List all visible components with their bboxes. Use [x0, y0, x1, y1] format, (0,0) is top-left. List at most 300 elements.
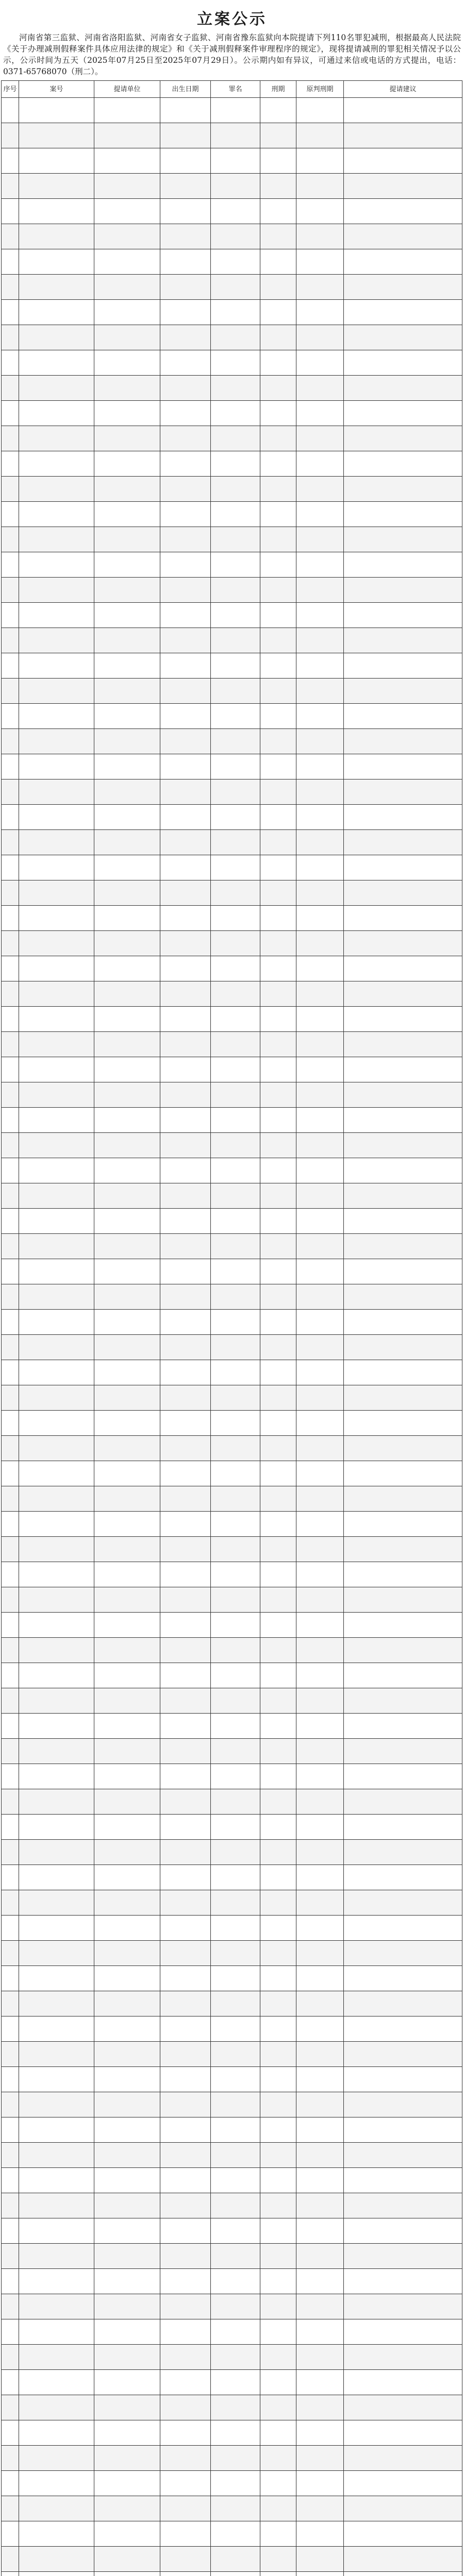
cell-birth-date — [160, 401, 211, 426]
cell-case-no — [19, 199, 94, 224]
cell-original-term — [296, 552, 344, 578]
col-header-crime: 刑期 — [260, 81, 296, 98]
cell-proposal — [344, 2143, 462, 2168]
cell-row-index — [2, 754, 19, 779]
cell-unit — [94, 2345, 160, 2370]
cell-row-index — [2, 956, 19, 981]
cell-birth-date — [160, 1562, 211, 1587]
cell-proposal — [344, 1032, 462, 1057]
cell-row-index — [2, 1638, 19, 1663]
cell-birth-date — [160, 1638, 211, 1663]
cell-term — [260, 2117, 296, 2143]
cell-crime-name — [211, 1032, 260, 1057]
cell-crime-name — [211, 1714, 260, 1739]
cell-case-no — [19, 2294, 94, 2319]
cell-case-no — [19, 1512, 94, 1537]
cell-birth-date — [160, 1789, 211, 1815]
table-row — [2, 2572, 462, 2576]
cell-unit — [94, 1209, 160, 1234]
cell-unit — [94, 2193, 160, 2218]
cell-row-index — [2, 2016, 19, 2042]
cell-term — [260, 931, 296, 956]
cell-birth-date — [160, 325, 211, 350]
table-row — [2, 906, 462, 931]
cell-crime-name — [211, 1840, 260, 1865]
cell-proposal — [344, 350, 462, 376]
table-row — [2, 2521, 462, 2547]
cell-proposal — [344, 1512, 462, 1537]
cell-row-index — [2, 1486, 19, 1512]
cell-crime-name — [211, 148, 260, 174]
cell-row-index — [2, 1284, 19, 1310]
cell-crime-name — [211, 1385, 260, 1411]
cell-crime-name — [211, 2572, 260, 2576]
cell-crime-name — [211, 527, 260, 552]
cell-unit — [94, 1158, 160, 1183]
table-row — [2, 376, 462, 401]
cell-birth-date — [160, 2117, 211, 2143]
cell-unit — [94, 628, 160, 653]
cell-original-term — [296, 956, 344, 981]
cell-proposal — [344, 830, 462, 855]
cell-crime-name — [211, 830, 260, 855]
cell-original-term — [296, 1007, 344, 1032]
table-row — [2, 123, 462, 148]
cell-birth-date — [160, 1966, 211, 1991]
cell-unit — [94, 1108, 160, 1133]
table-row — [2, 1638, 462, 1663]
cell-birth-date — [160, 855, 211, 880]
cell-case-no — [19, 1209, 94, 1234]
cell-term — [260, 325, 296, 350]
cell-original-term — [296, 2042, 344, 2067]
cell-term — [260, 2446, 296, 2471]
cell-case-no — [19, 1108, 94, 1133]
cell-birth-date — [160, 1512, 211, 1537]
cell-unit — [94, 224, 160, 249]
cell-unit — [94, 1941, 160, 1966]
cell-original-term — [296, 2143, 344, 2168]
cell-term — [260, 805, 296, 830]
cell-unit — [94, 98, 160, 123]
cell-row-index — [2, 2042, 19, 2067]
cell-proposal — [344, 1714, 462, 1739]
table-row — [2, 2143, 462, 2168]
cell-row-index — [2, 1966, 19, 1991]
cell-term — [260, 729, 296, 754]
cell-proposal — [344, 527, 462, 552]
cell-original-term — [296, 1537, 344, 1562]
cell-unit — [94, 148, 160, 174]
cell-original-term — [296, 1638, 344, 1663]
cell-crime-name — [211, 1082, 260, 1108]
cell-proposal — [344, 1436, 462, 1461]
cell-birth-date — [160, 2471, 211, 2496]
cell-unit — [94, 552, 160, 578]
table-row — [2, 401, 462, 426]
table-body — [2, 98, 462, 2576]
table-row — [2, 1057, 462, 1082]
table-row — [2, 880, 462, 906]
col-header-case-no: 案号 — [19, 81, 94, 98]
cell-row-index — [2, 1537, 19, 1562]
cell-term — [260, 1411, 296, 1436]
cell-proposal — [344, 148, 462, 174]
cell-original-term — [296, 679, 344, 704]
cell-birth-date — [160, 2092, 211, 2117]
cell-proposal — [344, 2218, 462, 2244]
cell-row-index — [2, 1158, 19, 1183]
cell-term — [260, 704, 296, 729]
table-row — [2, 855, 462, 880]
cell-crime-name — [211, 2471, 260, 2496]
cell-birth-date — [160, 1537, 211, 1562]
table-row — [2, 1991, 462, 2016]
cell-proposal — [344, 1133, 462, 1158]
cell-row-index — [2, 148, 19, 174]
cell-crime-name — [211, 376, 260, 401]
cell-row-index — [2, 1840, 19, 1865]
cell-crime-name — [211, 2244, 260, 2269]
cell-crime-name — [211, 1108, 260, 1133]
cell-case-no — [19, 1916, 94, 1941]
cell-row-index — [2, 477, 19, 502]
cell-term — [260, 1966, 296, 1991]
cell-case-no — [19, 2042, 94, 2067]
table-row — [2, 2168, 462, 2193]
cell-term — [260, 350, 296, 376]
cell-unit — [94, 1032, 160, 1057]
table-row — [2, 2042, 462, 2067]
cell-crime-name — [211, 2420, 260, 2446]
cell-term — [260, 1789, 296, 1815]
cell-case-no — [19, 1688, 94, 1714]
cell-row-index — [2, 2420, 19, 2446]
cell-row-index — [2, 2370, 19, 2395]
col-header-proposal: 提请建议 — [344, 81, 462, 98]
cell-birth-date — [160, 880, 211, 906]
cell-proposal — [344, 1209, 462, 1234]
cell-term — [260, 1587, 296, 1613]
cell-case-no — [19, 1007, 94, 1032]
cell-case-no — [19, 880, 94, 906]
cell-unit — [94, 830, 160, 855]
table-row — [2, 2319, 462, 2345]
table-row — [2, 527, 462, 552]
cell-crime-name — [211, 653, 260, 679]
cell-proposal — [344, 2294, 462, 2319]
cell-unit — [94, 653, 160, 679]
cell-term — [260, 199, 296, 224]
cell-unit — [94, 880, 160, 906]
cell-crime-name — [211, 2117, 260, 2143]
cell-case-no — [19, 1057, 94, 1082]
cell-row-index — [2, 628, 19, 653]
table-row — [2, 1486, 462, 1512]
cell-birth-date — [160, 2294, 211, 2319]
cell-proposal — [344, 1108, 462, 1133]
cell-crime-name — [211, 1411, 260, 1436]
cell-row-index — [2, 552, 19, 578]
table-row — [2, 1360, 462, 1385]
cell-unit — [94, 1133, 160, 1158]
cell-birth-date — [160, 1941, 211, 1966]
cell-crime-name — [211, 2269, 260, 2294]
cell-proposal — [344, 1360, 462, 1385]
cell-row-index — [2, 2244, 19, 2269]
cell-proposal — [344, 426, 462, 451]
cell-crime-name — [211, 2042, 260, 2067]
cell-crime-name — [211, 603, 260, 628]
cell-case-no — [19, 830, 94, 855]
cell-birth-date — [160, 830, 211, 855]
cell-unit — [94, 1638, 160, 1663]
cell-term — [260, 477, 296, 502]
cell-crime-name — [211, 729, 260, 754]
cell-case-no — [19, 1335, 94, 1360]
table-row — [2, 2547, 462, 2572]
cell-case-no — [19, 1663, 94, 1688]
cell-row-index — [2, 300, 19, 325]
cell-original-term — [296, 98, 344, 123]
cell-unit — [94, 704, 160, 729]
table-row — [2, 1688, 462, 1714]
cell-original-term — [296, 2016, 344, 2042]
cell-term — [260, 1360, 296, 1385]
cell-term — [260, 1663, 296, 1688]
cell-row-index — [2, 451, 19, 477]
table-row — [2, 2370, 462, 2395]
cell-birth-date — [160, 2168, 211, 2193]
cell-proposal — [344, 1688, 462, 1714]
cell-proposal — [344, 1890, 462, 1916]
cell-original-term — [296, 1663, 344, 1688]
cell-proposal — [344, 1486, 462, 1512]
cell-unit — [94, 1789, 160, 1815]
cell-case-no — [19, 2143, 94, 2168]
table-row — [2, 1512, 462, 1537]
cell-term — [260, 123, 296, 148]
table-row — [2, 729, 462, 754]
cell-unit — [94, 1966, 160, 1991]
table-row — [2, 1385, 462, 1411]
cell-birth-date — [160, 2067, 211, 2092]
cell-birth-date — [160, 1663, 211, 1688]
cell-row-index — [2, 174, 19, 199]
cell-unit — [94, 2446, 160, 2471]
cell-unit — [94, 1057, 160, 1082]
cell-term — [260, 956, 296, 981]
cell-crime-name — [211, 249, 260, 275]
cell-birth-date — [160, 805, 211, 830]
cell-crime-name — [211, 2521, 260, 2547]
cell-original-term — [296, 123, 344, 148]
table-row — [2, 830, 462, 855]
cell-term — [260, 2572, 296, 2576]
cell-original-term — [296, 1082, 344, 1108]
cell-birth-date — [160, 704, 211, 729]
cell-crime-name — [211, 2143, 260, 2168]
cell-case-no — [19, 1890, 94, 1916]
cell-proposal — [344, 2168, 462, 2193]
cell-unit — [94, 451, 160, 477]
cell-crime-name — [211, 1562, 260, 1587]
cell-row-index — [2, 729, 19, 754]
cell-case-no — [19, 1613, 94, 1638]
cell-term — [260, 1916, 296, 1941]
cell-original-term — [296, 1562, 344, 1587]
cell-proposal — [344, 855, 462, 880]
cell-row-index — [2, 578, 19, 603]
cell-crime-name — [211, 1587, 260, 1613]
cell-original-term — [296, 2168, 344, 2193]
cell-term — [260, 779, 296, 805]
cell-case-no — [19, 2193, 94, 2218]
cell-unit — [94, 578, 160, 603]
cell-crime-name — [211, 1739, 260, 1764]
cell-unit — [94, 1562, 160, 1587]
cell-crime-name — [211, 2193, 260, 2218]
cell-unit — [94, 906, 160, 931]
table-row — [2, 1284, 462, 1310]
cell-original-term — [296, 1815, 344, 1840]
cell-original-term — [296, 2395, 344, 2420]
cell-row-index — [2, 376, 19, 401]
cell-original-term — [296, 578, 344, 603]
cell-case-no — [19, 1436, 94, 1461]
cell-proposal — [344, 376, 462, 401]
cell-birth-date — [160, 148, 211, 174]
cell-row-index — [2, 1385, 19, 1411]
cell-original-term — [296, 199, 344, 224]
cell-original-term — [296, 477, 344, 502]
cell-birth-date — [160, 1764, 211, 1789]
cell-proposal — [344, 779, 462, 805]
cell-crime-name — [211, 1486, 260, 1512]
cell-birth-date — [160, 1688, 211, 1714]
cell-case-no — [19, 2092, 94, 2117]
table-row — [2, 1234, 462, 1259]
cell-original-term — [296, 2420, 344, 2446]
cell-proposal — [344, 1613, 462, 1638]
cell-proposal — [344, 1815, 462, 1840]
cell-original-term — [296, 1032, 344, 1057]
cell-unit — [94, 1335, 160, 1360]
cell-original-term — [296, 2117, 344, 2143]
cell-original-term — [296, 830, 344, 855]
cell-unit — [94, 1840, 160, 1865]
cell-birth-date — [160, 1815, 211, 1840]
cell-term — [260, 880, 296, 906]
cell-term — [260, 1284, 296, 1310]
cell-case-no — [19, 1360, 94, 1385]
cell-crime-name — [211, 1335, 260, 1360]
cell-original-term — [296, 653, 344, 679]
cell-row-index — [2, 2168, 19, 2193]
cell-term — [260, 148, 296, 174]
cell-term — [260, 1108, 296, 1133]
cell-row-index — [2, 2345, 19, 2370]
cell-birth-date — [160, 2319, 211, 2345]
cell-term — [260, 2471, 296, 2496]
cell-row-index — [2, 1209, 19, 1234]
cell-unit — [94, 1284, 160, 1310]
cell-unit — [94, 1890, 160, 1916]
table-row — [2, 502, 462, 527]
cell-unit — [94, 779, 160, 805]
cell-unit — [94, 1436, 160, 1461]
cell-crime-name — [211, 2446, 260, 2471]
cell-original-term — [296, 502, 344, 527]
cell-original-term — [296, 1587, 344, 1613]
cell-term — [260, 2319, 296, 2345]
cell-crime-name — [211, 123, 260, 148]
cell-case-no — [19, 1764, 94, 1789]
cell-original-term — [296, 880, 344, 906]
cell-term — [260, 2370, 296, 2395]
cell-case-no — [19, 350, 94, 376]
cell-term — [260, 754, 296, 779]
cell-crime-name — [211, 1512, 260, 1537]
cell-case-no — [19, 1714, 94, 1739]
cell-unit — [94, 376, 160, 401]
cell-birth-date — [160, 1183, 211, 1209]
cell-proposal — [344, 300, 462, 325]
cell-crime-name — [211, 2345, 260, 2370]
col-header-birth: 出生日期 — [160, 81, 211, 98]
cell-original-term — [296, 1411, 344, 1436]
cell-birth-date — [160, 2042, 211, 2067]
cell-proposal — [344, 578, 462, 603]
table-row — [2, 1941, 462, 1966]
table-row — [2, 679, 462, 704]
cell-crime-name — [211, 2092, 260, 2117]
cell-case-no — [19, 2244, 94, 2269]
cell-proposal — [344, 199, 462, 224]
table-row — [2, 1890, 462, 1916]
cell-term — [260, 2092, 296, 2117]
cell-proposal — [344, 1966, 462, 1991]
cell-original-term — [296, 174, 344, 199]
cell-row-index — [2, 2218, 19, 2244]
cell-birth-date — [160, 1158, 211, 1183]
cell-case-no — [19, 931, 94, 956]
cell-proposal — [344, 1183, 462, 1209]
cell-crime-name — [211, 1865, 260, 1890]
cell-case-no — [19, 729, 94, 754]
table-row — [2, 754, 462, 779]
cell-term — [260, 1209, 296, 1234]
cell-case-no — [19, 906, 94, 931]
cell-proposal — [344, 2420, 462, 2446]
cell-proposal — [344, 1840, 462, 1865]
cell-unit — [94, 2269, 160, 2294]
cell-case-no — [19, 1082, 94, 1108]
cell-birth-date — [160, 754, 211, 779]
table-row — [2, 249, 462, 275]
cell-original-term — [296, 1890, 344, 1916]
cell-birth-date — [160, 1032, 211, 1057]
cell-term — [260, 1613, 296, 1638]
cell-crime-name — [211, 1815, 260, 1840]
cell-row-index — [2, 1789, 19, 1815]
cell-unit — [94, 1916, 160, 1941]
cell-case-no — [19, 2521, 94, 2547]
cell-case-no — [19, 2547, 94, 2572]
table-row — [2, 981, 462, 1007]
cell-original-term — [296, 931, 344, 956]
cell-proposal — [344, 1789, 462, 1815]
